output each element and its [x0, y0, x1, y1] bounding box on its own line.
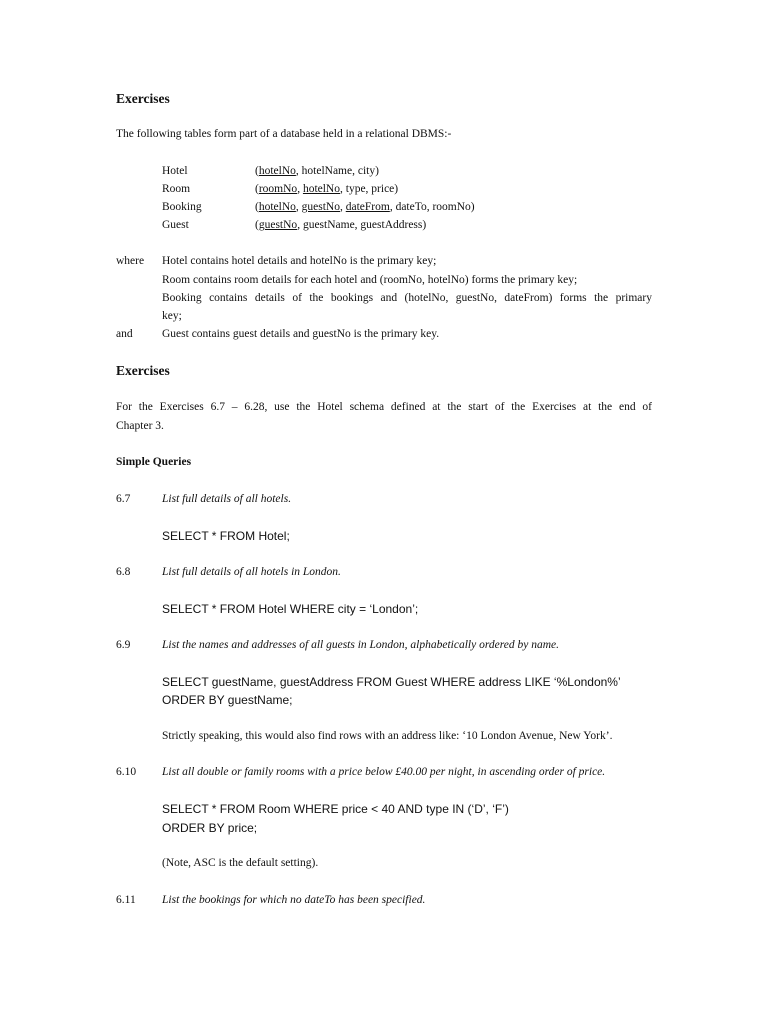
where-line-2: Room contains room details for each hotel and (roomNo, hotelNo) forms the primary key; — [162, 274, 578, 286]
ex-6-7-number: 6.7 — [116, 493, 131, 505]
and-label: and — [116, 328, 133, 340]
schema-name-room: Room — [162, 183, 191, 195]
schema-fields-booking: (hotelNo, guestNo, dateFrom, dateTo, roomNo) — [255, 201, 475, 213]
schema-fields-hotel: (hotelNo, hotelName, city) — [255, 165, 379, 177]
for-line-1: For the Exercises 6.7 – 6.28, use the Hotel schema defined at the start of the Exercises at the end of — [116, 401, 652, 413]
where-label: where — [116, 255, 145, 267]
where-line-1: Hotel contains hotel details and hotelNo is the primary key; — [162, 255, 437, 267]
ex-6-7-sql: SELECT * FROM Hotel; — [162, 529, 290, 543]
ex-6-9-number: 6.9 — [116, 639, 131, 651]
schema-fields-guest: (guestNo, guestName, guestAddress) — [255, 219, 427, 231]
where-line-4: key; — [162, 310, 182, 322]
and-line: Guest contains guest details and guestNo is the primary key. — [162, 328, 440, 340]
schema-name-hotel: Hotel — [162, 165, 188, 177]
intro-text: The following tables form part of a database held in a relational DBMS:- — [116, 128, 452, 140]
where-line-3: Booking contains details of the bookings and (hotelNo, guestNo, dateFrom) forms the primary — [162, 292, 652, 304]
schema-name-guest: Guest — [162, 219, 189, 231]
ex-6-9-sql-line-2: ORDER BY guestName; — [162, 693, 293, 707]
ex-6-9-note: Strictly speaking, this would also find rows with an address like: ‘10 London Avenue, New York’. — [162, 730, 613, 742]
ex-6-9-sql-line-1: SELECT guestName, guestAddress FROM Guest WHERE address LIKE ‘%London%’ — [162, 675, 621, 689]
ex-6-9-question: List the names and addresses of all guests in London, alphabetically ordered by name. — [162, 639, 560, 651]
ex-6-11-number: 6.11 — [116, 894, 136, 906]
ex-6-10-number: 6.10 — [116, 766, 137, 778]
ex-6-8-sql: SELECT * FROM Hotel WHERE city = ‘London’; — [162, 602, 419, 616]
heading-exercises: Exercises — [116, 91, 170, 106]
for-line-2: Chapter 3. — [116, 420, 164, 432]
ex-6-10-question: List all double or family rooms with a price below £40.00 per night, in ascending order of price. — [162, 766, 606, 778]
ex-6-10-note: (Note, ASC is the default setting). — [162, 857, 319, 869]
ex-6-10-sql-line-1: SELECT * FROM Room WHERE price < 40 AND type IN (‘D’, ‘F’) — [162, 802, 509, 816]
ex-6-7-question: List full details of all hotels. — [162, 493, 292, 505]
heading-exercises-2: Exercises — [116, 363, 170, 378]
simple-queries-heading: Simple Queries — [116, 456, 192, 468]
ex-6-10-sql-line-2: ORDER BY price; — [162, 821, 258, 835]
ex-6-8-question: List full details of all hotels in London. — [162, 566, 341, 578]
ex-6-8-number: 6.8 — [116, 566, 131, 578]
schema-fields-room: (roomNo, hotelNo, type, price) — [255, 183, 399, 195]
ex-6-11-question: List the bookings for which no dateTo has been specified. — [162, 894, 426, 906]
schema-name-booking: Booking — [162, 201, 202, 213]
